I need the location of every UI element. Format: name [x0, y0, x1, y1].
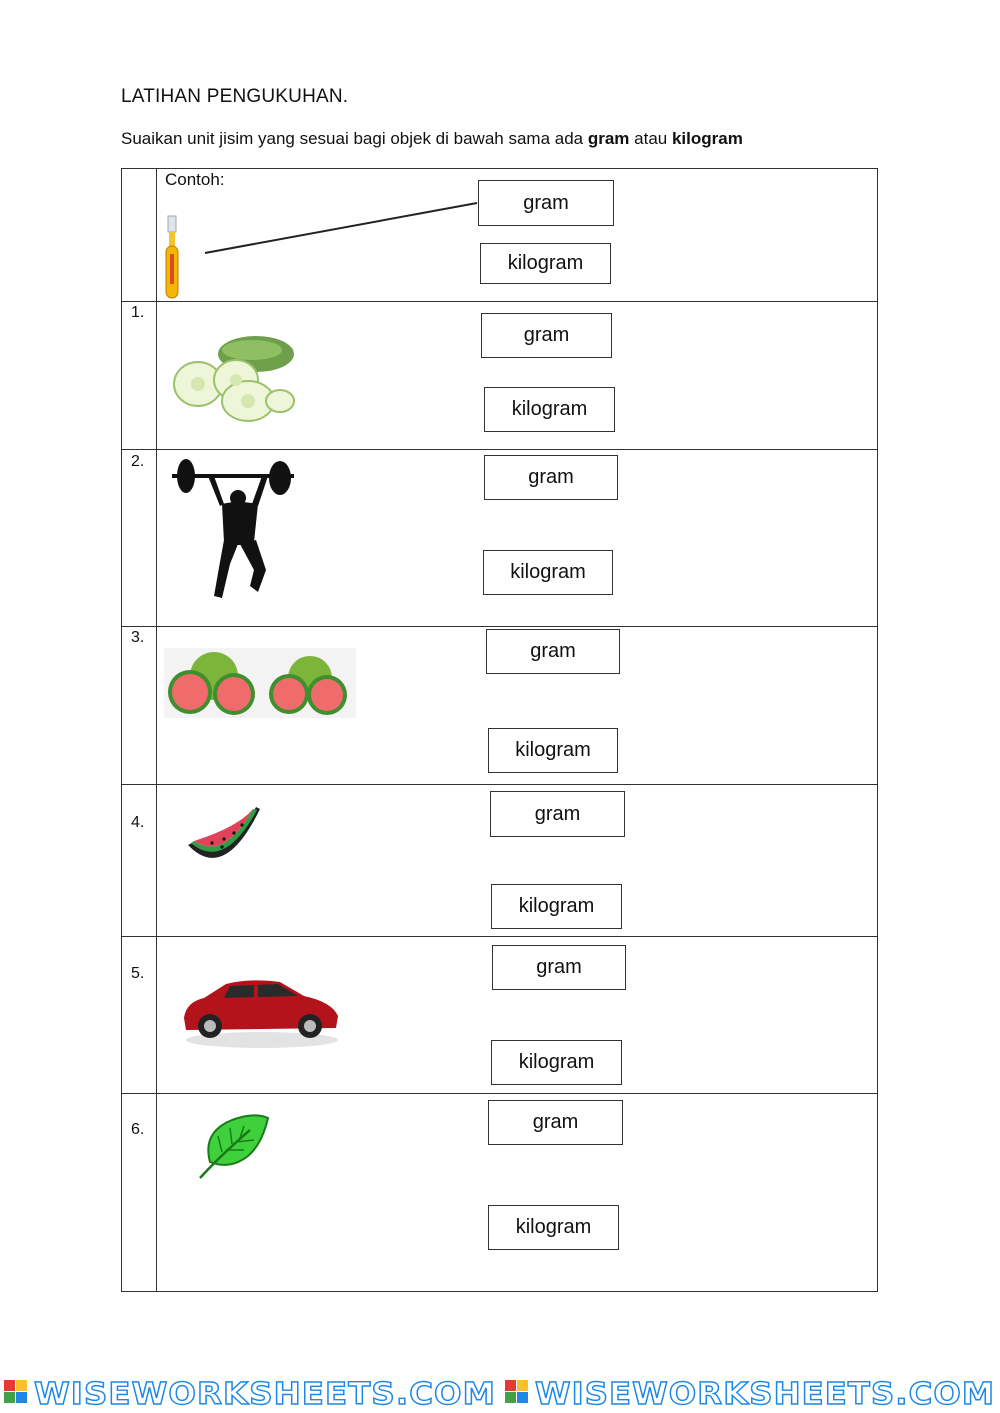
- guava-icon: [164, 648, 356, 718]
- watermelon-icon: [182, 805, 268, 869]
- worksheet-title: LATIHAN PENGUKUHAN.: [121, 86, 349, 107]
- row4-gram-box[interactable]: gram: [490, 791, 625, 837]
- example-kilogram-box[interactable]: kilogram: [480, 243, 611, 284]
- example-gram-box[interactable]: gram: [478, 180, 614, 226]
- instruction-text: Suaikan unit jisim yang sesuai bagi objek di bawah sama ada gram atau kilogram: [121, 129, 743, 148]
- row-divider: [121, 626, 878, 627]
- toothbrush-icon: [162, 214, 184, 302]
- example-label: Contoh:: [165, 170, 225, 189]
- wise-logo-icon: [4, 1380, 27, 1403]
- row-divider: [121, 936, 878, 937]
- column-divider: [156, 168, 157, 1292]
- row-divider: [121, 784, 878, 785]
- weightlifter-icon: [166, 452, 300, 602]
- leaf-icon: [196, 1112, 272, 1182]
- row5-gram-box[interactable]: gram: [492, 945, 626, 990]
- row6-gram-box[interactable]: gram: [488, 1100, 623, 1145]
- row-divider: [121, 449, 878, 450]
- example-match-line: [200, 195, 485, 260]
- wiseworksheets-watermark: [0, 1372, 1000, 1413]
- watermark-text: WISEWORKSHEETS.COM: [34, 1377, 497, 1412]
- row-divider: [121, 301, 878, 302]
- row3-gram-box[interactable]: gram: [486, 629, 620, 674]
- row-number: 2.: [131, 453, 145, 470]
- car-icon: [180, 976, 342, 1056]
- row-number: 1.: [131, 304, 145, 321]
- row-number: 5.: [131, 965, 145, 982]
- cucumber-icon: [168, 328, 300, 424]
- watermark-text: WISEWORKSHEETS.COM: [535, 1377, 995, 1412]
- row-number: 6.: [131, 1121, 145, 1138]
- row-number: 4.: [131, 814, 145, 831]
- row1-kilogram-box[interactable]: kilogram: [484, 387, 615, 432]
- row1-gram-box[interactable]: gram: [481, 313, 612, 358]
- row5-kilogram-box[interactable]: kilogram: [491, 1040, 622, 1085]
- row-number: 3.: [131, 629, 145, 646]
- row2-gram-box[interactable]: gram: [484, 455, 618, 500]
- row2-kilogram-box[interactable]: kilogram: [483, 550, 613, 595]
- row-divider: [121, 1093, 878, 1094]
- row6-kilogram-box[interactable]: kilogram: [488, 1205, 619, 1250]
- row3-kilogram-box[interactable]: kilogram: [488, 728, 618, 773]
- wise-logo-icon: [505, 1380, 528, 1403]
- row4-kilogram-box[interactable]: kilogram: [491, 884, 622, 929]
